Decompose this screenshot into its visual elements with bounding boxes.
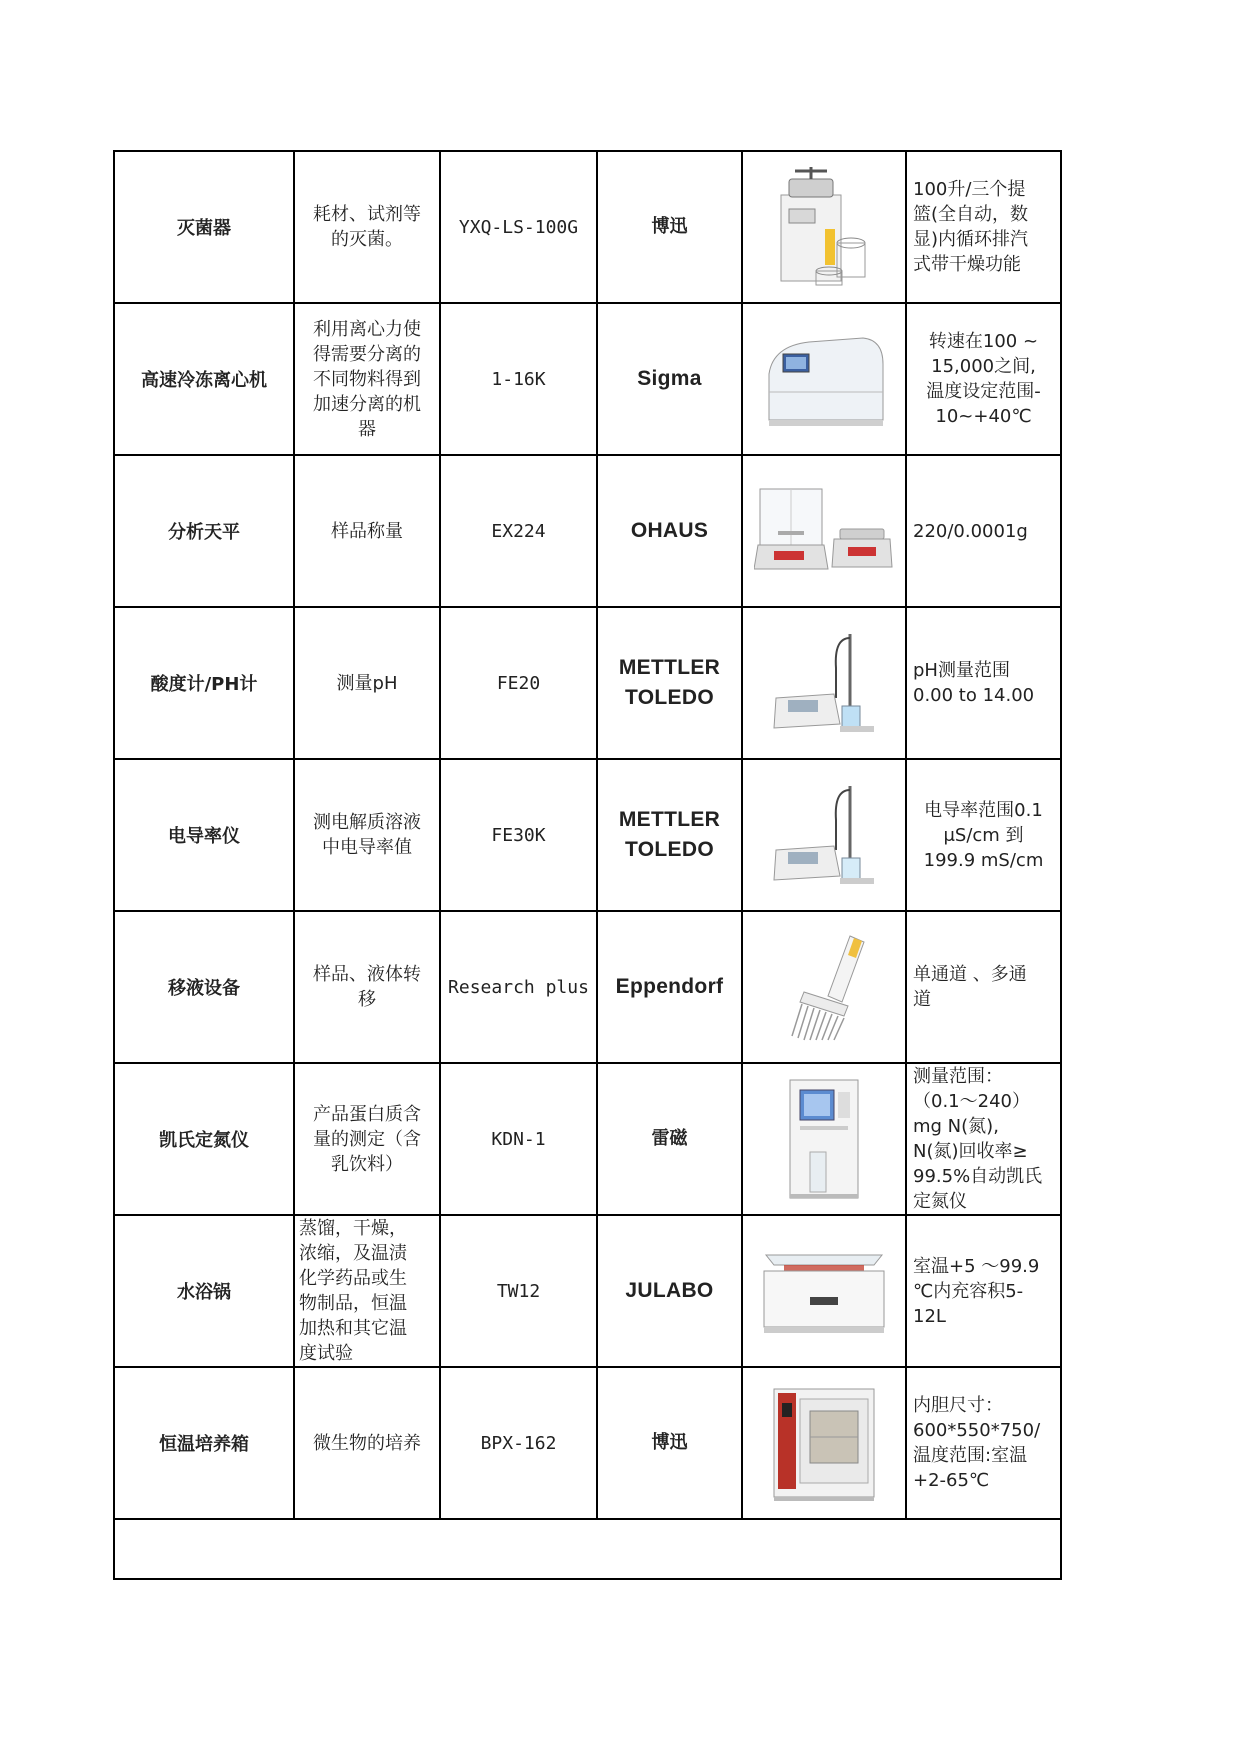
equipment-model: EX224 <box>440 455 597 607</box>
table-row <box>114 151 1061 303</box>
table-row <box>114 911 1061 1063</box>
equipment-photo <box>742 1367 906 1519</box>
equipment-name: 酸度计/PH计 <box>114 607 294 759</box>
table-row <box>114 607 1061 759</box>
equipment-photo <box>742 911 906 1063</box>
equipment-spec: 转速在100 ~ 15,000之间, 温度设定范围- 10~+40℃ <box>906 303 1061 455</box>
equipment-use: 产品蛋白质含 量的测定（含 乳饮料） <box>294 1063 440 1215</box>
centrifuge-icon <box>759 324 889 434</box>
equipment-model: 1-16K <box>440 303 597 455</box>
equipment-name: 移液设备 <box>114 911 294 1063</box>
equipment-brand: 雷磁 <box>597 1063 742 1215</box>
equipment-brand: OHAUS <box>597 455 742 607</box>
equipment-use: 测量pH <box>294 607 440 759</box>
ph-meter-icon <box>764 628 884 738</box>
equipment-spec: 单通道 、多通 道 <box>906 911 1061 1063</box>
equipment-photo <box>742 151 906 303</box>
equipment-model: KDN-1 <box>440 1063 597 1215</box>
equipment-spec: 电导率范围0.1 μS/cm 到 199.9 mS/cm <box>906 759 1061 911</box>
equipment-name: 凯氏定氮仪 <box>114 1063 294 1215</box>
equipment-spec: 100升/三个提 篮(全自动，数 显)内循环排汽 式带干燥功能 <box>906 151 1061 303</box>
equipment-photo <box>742 455 906 607</box>
equipment-photo <box>742 1063 906 1215</box>
equipment-photo <box>742 303 906 455</box>
table-row <box>114 455 1061 607</box>
empty-cell <box>114 1519 1061 1579</box>
equipment-brand: JULABO <box>597 1215 742 1367</box>
equipment-spec: 内胆尺寸： 600*550*750/ 温度范围:室温 +2-65℃ <box>906 1367 1061 1519</box>
pipette-icon <box>764 932 884 1042</box>
equipment-name: 电导率仪 <box>114 759 294 911</box>
equipment-model: TW12 <box>440 1215 597 1367</box>
equipment-photo <box>742 607 906 759</box>
table-row <box>114 1215 1061 1367</box>
equipment-model: FE20 <box>440 607 597 759</box>
conductivity-meter-icon <box>764 780 884 890</box>
equipment-spec: pH测量范围 0.00 to 14.00 <box>906 607 1061 759</box>
equipment-use: 测电解质溶液 中电导率值 <box>294 759 440 911</box>
equipment-brand: 博迅 <box>597 1367 742 1519</box>
equipment-name: 恒温培养箱 <box>114 1367 294 1519</box>
equipment-use: 样品、液体转 移 <box>294 911 440 1063</box>
equipment-photo <box>742 759 906 911</box>
equipment-brand: METTLER TOLEDO <box>597 759 742 911</box>
kjeldahl-analyzer-icon <box>774 1074 874 1204</box>
equipment-photo <box>742 1215 906 1367</box>
table-row <box>114 1063 1061 1215</box>
equipment-table <box>113 150 1062 1580</box>
equipment-spec: 220/0.0001g <box>906 455 1061 607</box>
table-row <box>114 759 1061 911</box>
equipment-name: 水浴锅 <box>114 1215 294 1367</box>
table-row <box>114 303 1061 455</box>
equipment-use: 利用离心力使 得需要分离的 不同物料得到 加速分离的机 器 <box>294 303 440 455</box>
equipment-brand: Eppendorf <box>597 911 742 1063</box>
equipment-model: BPX-162 <box>440 1367 597 1519</box>
equipment-brand: METTLER TOLEDO <box>597 607 742 759</box>
equipment-model: FE30K <box>440 759 597 911</box>
water-bath-icon <box>754 1241 894 1341</box>
equipment-model: Research plus <box>440 911 597 1063</box>
equipment-name: 高速冷冻离心机 <box>114 303 294 455</box>
table-row <box>114 1367 1061 1519</box>
table-row-empty <box>114 1519 1061 1579</box>
equipment-use: 微生物的培养 <box>294 1367 440 1519</box>
incubator-icon <box>764 1381 884 1505</box>
equipment-brand: Sigma <box>597 303 742 455</box>
equipment-spec: 测量范围： （0.1～240） mg N(氮), N(氮)回收率≥ 99.5%自动凯氏 定氮仪 <box>906 1063 1061 1215</box>
equipment-use: 耗材、试剂等 的灭菌。 <box>294 151 440 303</box>
equipment-spec: 室温+5 ～99.9 ℃内充容积5- 12L <box>906 1215 1061 1367</box>
equipment-use: 蒸馏，干燥， 浓缩，及温渍 化学药品或生 物制品，恒温 加热和其它温 度试验 <box>294 1215 440 1367</box>
equipment-name: 灭菌器 <box>114 151 294 303</box>
autoclave-icon <box>769 165 879 289</box>
equipment-name: 分析天平 <box>114 455 294 607</box>
equipment-model: YXQ-LS-100G <box>440 151 597 303</box>
balance-icon <box>754 481 894 581</box>
equipment-brand: 博迅 <box>597 151 742 303</box>
equipment-use: 样品称量 <box>294 455 440 607</box>
